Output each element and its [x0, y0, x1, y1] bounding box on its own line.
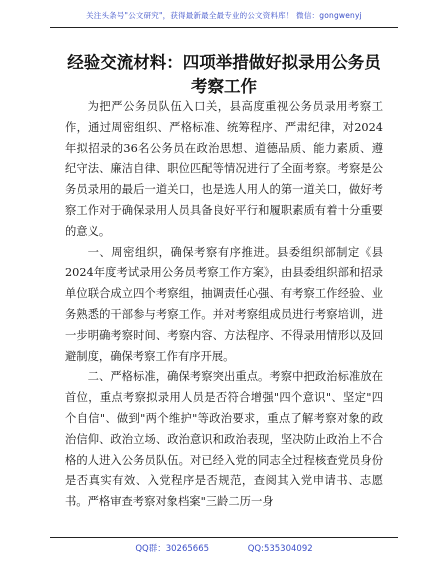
- paragraph-intro: 为把严公务员队伍入口关，县高度重视公务员录用考察工作，通过周密组织、严格标准、统筹程序、严肃纪律，对2024年拟招录的36名公务员在政治思想、道德品质、能力素质、遵纪守法、廉洁自律、职位匹配等情况进行了全面考察。考察是公务员录用的最后一道关口，也是选人用人的第一道关口，做好考察工作对于确保录用人员具备良好平行和履职素质有着十分重要的意义。: [65, 100, 383, 238]
- header-divider: [50, 27, 398, 28]
- paragraph-section-2: 二、严格标准，确保考察突出重点。考察中把政治标准放在首位，重点考察拟录用人员是否符合增强"四个意识"、坚定"四个自信"、做到"两个维护"等政治要求，重点了解考察对象的政治信仰、政治立场、政治意识和政治表现，坚决防止政治上不合格的人进入公务员队伍。对已经入党的同志全过程核查党员身份是否真实有效、入党程序是否规范，查阅其入党申请书、志愿书。严格审查考察对象档案"三龄二历一身: [65, 370, 383, 509]
- paragraph-section-1: 一、周密组织，确保考察有序推进。县委组织部制定《县2024年度考试录用公务员考察工作方案》，由县委组织部和招录单位联合成立四个考察组，抽调责任心强、有考察工作经验、业务熟悉的干部参与考察工作。并对考察组成员进行考察培训，进一步明确考察时间、考察内容、方法程序、不得录用情形以及回避制度，确保考察工作有序开展。: [65, 245, 383, 363]
- header-note: 关注头条号"公文研究"，获得最新最全最专业的公文资料库！ 微信：gongwenyj: [86, 11, 362, 20]
- document-title: 经验交流材料：四项举措做好拟录用公务员考察工作: [67, 53, 381, 96]
- footer-divider: [50, 537, 398, 538]
- document-body: [65, 97, 383, 513]
- footer-qq-group: QQ群：30265665: [135, 544, 210, 554]
- footer-qq: QQ:535304092: [247, 544, 313, 554]
- footer: [0, 542, 448, 554]
